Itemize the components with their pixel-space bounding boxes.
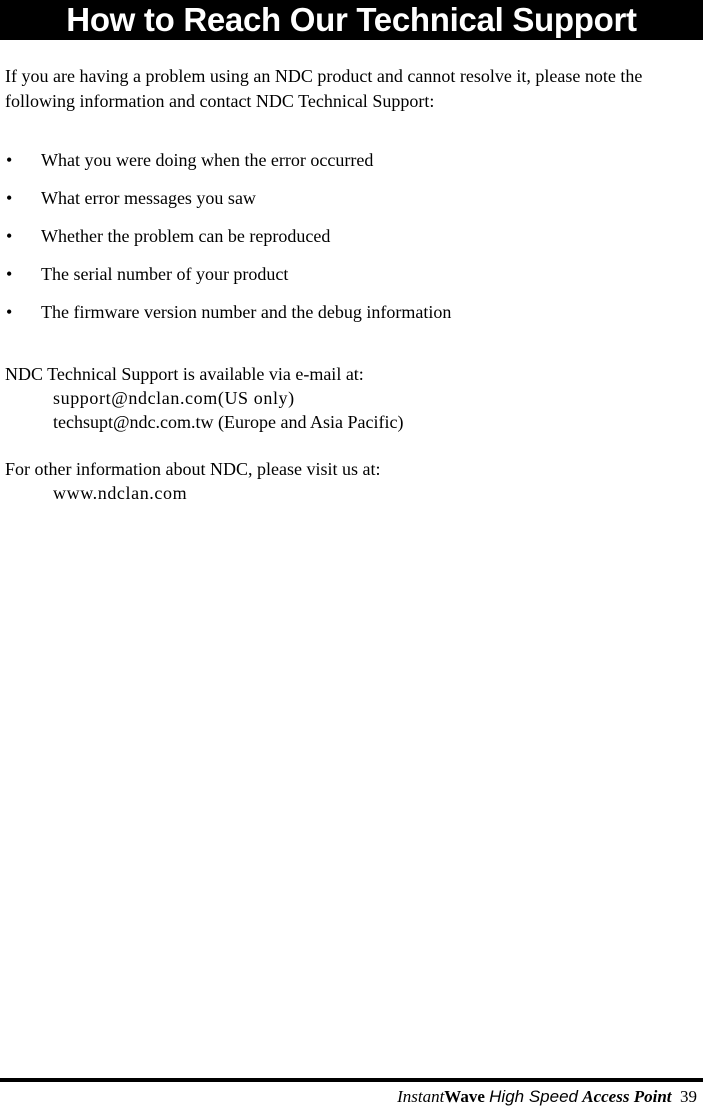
bullet-icon: • <box>6 302 13 322</box>
bullet-icon: • <box>6 150 13 170</box>
page-title: How to Reach Our Technical Support <box>0 0 703 40</box>
page-number: 39 <box>680 1087 697 1106</box>
email-contact-section <box>5 362 403 434</box>
brand-instant: Instant <box>397 1087 445 1106</box>
brand-wave: Wave <box>444 1087 485 1106</box>
product-suffix: Access Point <box>582 1087 672 1106</box>
intro-paragraph: If you are having a problem using an NDC product and cannot resolve it, please note the following information and contact NDC Technical Support: <box>5 66 643 111</box>
email-europe-asia-line: techsupt@ndc.com.tw (Europe and Asia Pacific) <box>53 412 404 432</box>
list-item-text: What error messages you saw <box>41 188 256 208</box>
website-section <box>5 457 380 505</box>
email-heading: NDC Technical Support is available via e-mail at: <box>5 364 364 384</box>
list-item-text: What you were doing when the error occurred <box>41 150 374 170</box>
page-footer <box>397 1086 697 1108</box>
list-item-text: The serial number of your product <box>41 264 289 284</box>
bullet-icon: • <box>6 226 13 246</box>
list-item-text: Whether the problem can be reproduced <box>41 226 331 246</box>
email-us-line: support@ndclan.com(US only) <box>53 388 295 408</box>
website-url: www.ndclan.com <box>53 483 188 503</box>
bullet-icon: • <box>6 188 13 208</box>
footer-divider <box>0 1078 703 1082</box>
product-name: High Speed <box>489 1087 578 1106</box>
bullet-icon: • <box>6 264 13 284</box>
list-item-text: The firmware version number and the debug information <box>41 302 452 322</box>
website-heading: For other information about NDC, please visit us at: <box>5 459 381 479</box>
